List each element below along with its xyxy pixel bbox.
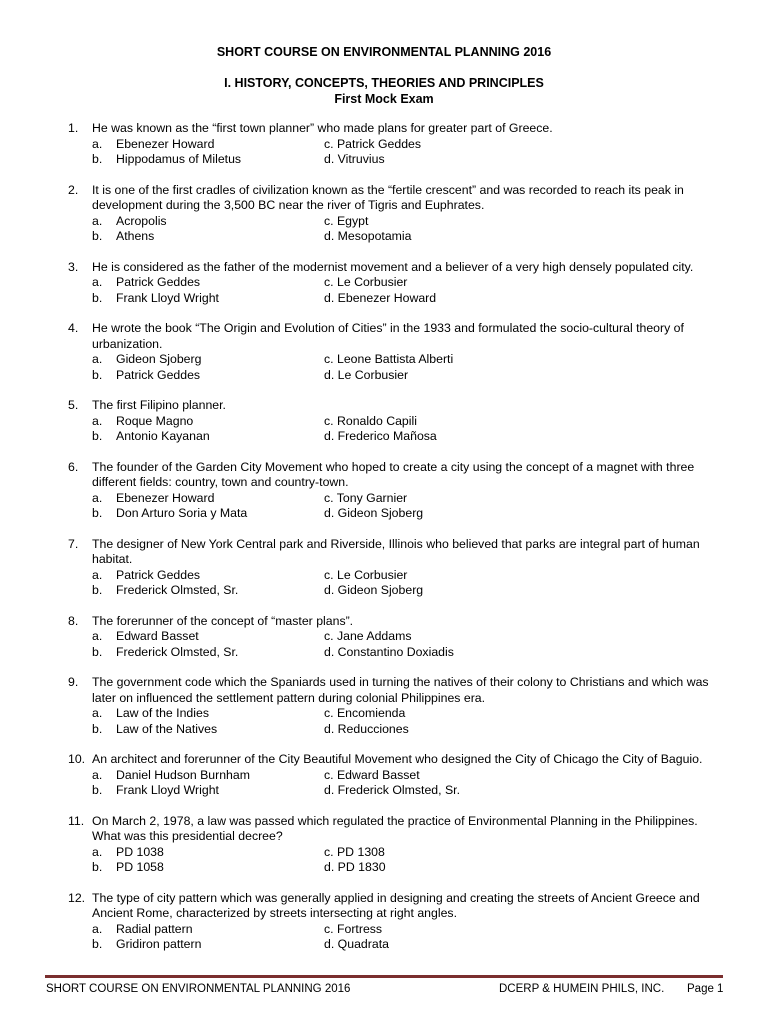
- question-text: The government code which the Spaniards used in turning the natives of their colony to Christians and which was later on influenced the settlement pattern during colonial Philippines era.: [92, 675, 709, 705]
- choice-row: [68, 937, 718, 953]
- choice-right: c. Jane Addams: [324, 629, 412, 643]
- question-text: The forerunner of the concept of “master plans”.: [92, 613, 354, 628]
- question-item: [68, 675, 718, 737]
- choice-letter: a.: [92, 567, 103, 582]
- choice-right: c. Fortress: [324, 921, 383, 936]
- choice-letter: b.: [92, 152, 103, 166]
- choice-letter: b.: [92, 290, 103, 305]
- choice-row: [68, 429, 718, 445]
- choice-row: [68, 214, 718, 230]
- choice-text: Frederick Olmsted, Sr.: [116, 583, 239, 597]
- choice-row: [68, 783, 718, 799]
- page-number: Page 1: [687, 983, 724, 995]
- choice-letter: b.: [92, 721, 103, 736]
- choice-row: [68, 152, 718, 168]
- choice-text: Ebenezer Howard: [116, 136, 215, 151]
- choice-text: Hippodamus of Miletus: [116, 152, 242, 166]
- choice-row: [68, 645, 718, 661]
- question-text: It is one of the first cradles of civilization known as the “fertile crescent” and was recorded to reach its peak in development during the 3,500 BC near the river of Tigris and Euphrates.: [92, 182, 684, 212]
- question-item: [68, 260, 718, 307]
- question-number: 2.: [68, 182, 79, 197]
- choice-text: Gideon Sjoberg: [116, 352, 202, 366]
- choice-right: c. Tony Garnier: [324, 490, 408, 505]
- choice-text: PD 1038: [116, 844, 164, 859]
- choice-text: Edward Basset: [116, 629, 199, 643]
- choice-right: c. Egypt: [324, 213, 369, 228]
- choice-right: d. Gideon Sjoberg: [324, 583, 424, 597]
- choice-row: [68, 860, 718, 876]
- choice-row: [68, 722, 718, 738]
- choice-row: [68, 137, 718, 153]
- choice-letter: b.: [92, 583, 103, 597]
- choice-letter: a.: [92, 767, 103, 782]
- choice-letter: b.: [92, 783, 103, 797]
- question-number: 8.: [68, 613, 79, 628]
- choice-right: c. PD 1308: [324, 844, 385, 859]
- choice-text: Daniel Hudson Burnham: [116, 767, 250, 782]
- choice-right: d. Ebenezer Howard: [324, 290, 437, 305]
- choice-right: c. Le Corbusier: [324, 567, 408, 582]
- question-item: [68, 121, 718, 168]
- choice-right: c. Edward Basset: [324, 767, 420, 782]
- choice-letter: b.: [92, 860, 103, 874]
- question-number: 12.: [68, 890, 86, 905]
- choice-letter: a.: [92, 706, 103, 720]
- question-item: [68, 460, 718, 522]
- question-text: An architect and forerunner of the City Beautiful Movement who designed the City of Chicago the City of Baguio.: [92, 752, 703, 766]
- choice-text: Law of the Indies: [116, 706, 209, 720]
- choice-row: [68, 506, 718, 522]
- choice-row: [68, 229, 718, 245]
- question-text: He is considered as the father of the modernist movement and a believer of a very high densely populated city.: [92, 259, 694, 274]
- choice-right: d. PD 1830: [324, 860, 386, 874]
- choice-right: d. Reducciones: [324, 721, 409, 736]
- choice-text: Radial pattern: [116, 921, 193, 936]
- choice-right: d. Mesopotamia: [324, 229, 412, 243]
- footer-organization: DCERP & HUMEIN PHILS, INC.: [499, 983, 665, 995]
- question-number: 7.: [68, 536, 79, 551]
- question-item: [68, 814, 718, 876]
- question-item: [68, 537, 718, 599]
- question-text: The type of city pattern which was generally applied in designing and creating the streets of Ancient Greece and Ancient Rome, characterized by streets intersecting at right angles.: [92, 890, 700, 920]
- choice-right: c. Patrick Geddes: [324, 136, 422, 151]
- choice-text: Patrick Geddes: [116, 275, 201, 289]
- question-text: On March 2, 1978, a law was passed which regulated the practice of Environmental Planning in the Philippines. What was this presidential decree?: [92, 813, 698, 843]
- choice-row: [68, 922, 718, 938]
- choice-letter: a.: [92, 629, 103, 643]
- question-item: [68, 614, 718, 661]
- choice-right: d. Constantino Doxiadis: [324, 644, 454, 659]
- choice-letter: b.: [92, 429, 103, 443]
- choice-right: d. Quadrata: [324, 937, 389, 951]
- choice-row: [68, 275, 718, 291]
- question-number: 3.: [68, 259, 79, 274]
- choice-right: c. Encomienda: [324, 706, 406, 720]
- question-number: 4.: [68, 321, 79, 335]
- choice-row: [68, 845, 718, 861]
- question-item: [68, 398, 718, 445]
- choice-row: [68, 291, 718, 307]
- choice-letter: a.: [92, 413, 103, 428]
- footer-course-title: SHORT COURSE ON ENVIRONMENTAL PLANNING 2016: [46, 983, 351, 995]
- choice-letter: a.: [92, 275, 103, 289]
- choice-text: Frank Lloyd Wright: [116, 290, 219, 305]
- choice-letter: b.: [92, 937, 103, 951]
- choice-letter: a.: [92, 213, 103, 228]
- choice-text: Acropolis: [116, 213, 167, 228]
- choice-text: Don Arturo Soria y Mata: [116, 506, 248, 520]
- choice-row: [68, 768, 718, 784]
- choice-right: c. Le Corbusier: [324, 275, 408, 289]
- question-item: [68, 752, 718, 799]
- choice-letter: a.: [92, 136, 103, 151]
- question-number: 10.: [68, 752, 86, 766]
- choice-text: Ebenezer Howard: [116, 490, 215, 505]
- choice-text: Frank Lloyd Wright: [116, 783, 219, 797]
- question-number: 11.: [68, 813, 85, 828]
- choice-letter: b.: [92, 367, 103, 382]
- choice-text: Frederick Olmsted, Sr.: [116, 644, 239, 659]
- question-text: He wrote the book “The Origin and Evolution of Cities” in the 1933 and formulated the socio-cultural theory of urbanization.: [92, 321, 684, 351]
- question-item: [68, 321, 718, 383]
- choice-row: [68, 583, 718, 599]
- choice-text: PD 1058: [116, 860, 164, 874]
- question-number: 6.: [68, 459, 79, 474]
- choice-right: c. Leone Battista Alberti: [324, 352, 454, 366]
- question-list: [68, 121, 718, 968]
- choice-row: [68, 414, 718, 430]
- section-heading: I. HISTORY, CONCEPTS, THEORIES AND PRINCIPLES: [224, 76, 544, 90]
- choice-text: Law of the Natives: [116, 721, 218, 736]
- footer-divider: [45, 975, 723, 978]
- choice-letter: b.: [92, 229, 103, 243]
- choice-right: c. Ronaldo Capili: [324, 413, 417, 428]
- choice-letter: b.: [92, 644, 103, 659]
- choice-letter: a.: [92, 490, 103, 505]
- question-text: The founder of the Garden City Movement who hoped to create a city using the concept of a magnet with three different fields: country, town and country-town.: [92, 459, 695, 489]
- document-title: SHORT COURSE ON ENVIRONMENTAL PLANNING 2016: [216, 45, 552, 59]
- choice-row: [68, 352, 718, 368]
- choice-right: d. Frederico Mañosa: [324, 429, 437, 443]
- choice-letter: a.: [92, 352, 103, 366]
- choice-row: [68, 368, 718, 384]
- choice-right: d. Frederick Olmsted, Sr.: [324, 783, 460, 797]
- choice-row: [68, 706, 718, 722]
- choice-right: d. Gideon Sjoberg: [324, 506, 424, 520]
- question-number: 5.: [68, 398, 79, 412]
- choice-row: [68, 491, 718, 507]
- question-text: The first Filipino planner.: [92, 398, 226, 412]
- question-item: [68, 183, 718, 245]
- choice-text: Gridiron pattern: [116, 937, 202, 951]
- choice-text: Roque Magno: [116, 413, 194, 428]
- question-item: [68, 891, 718, 953]
- choice-row: [68, 568, 718, 584]
- choice-text: Athens: [116, 229, 155, 243]
- choice-right: d. Vitruvius: [324, 152, 385, 166]
- choice-text: Patrick Geddes: [116, 367, 201, 382]
- choice-row: [68, 629, 718, 645]
- question-text: The designer of New York Central park and Riverside, Illinois who believed that parks are integral part of human habitat.: [92, 536, 700, 566]
- choice-letter: a.: [92, 844, 103, 859]
- choice-letter: a.: [92, 921, 103, 936]
- choice-text: Patrick Geddes: [116, 567, 201, 582]
- choice-letter: b.: [92, 506, 103, 520]
- question-number: 1.: [68, 121, 79, 135]
- exam-subtitle: First Mock Exam: [334, 92, 434, 106]
- choice-text: Antonio Kayanan: [116, 429, 210, 443]
- choice-right: d. Le Corbusier: [324, 367, 409, 382]
- question-text: He was known as the “first town planner” who made plans for greater part of Greece.: [92, 121, 553, 135]
- question-number: 9.: [68, 675, 79, 689]
